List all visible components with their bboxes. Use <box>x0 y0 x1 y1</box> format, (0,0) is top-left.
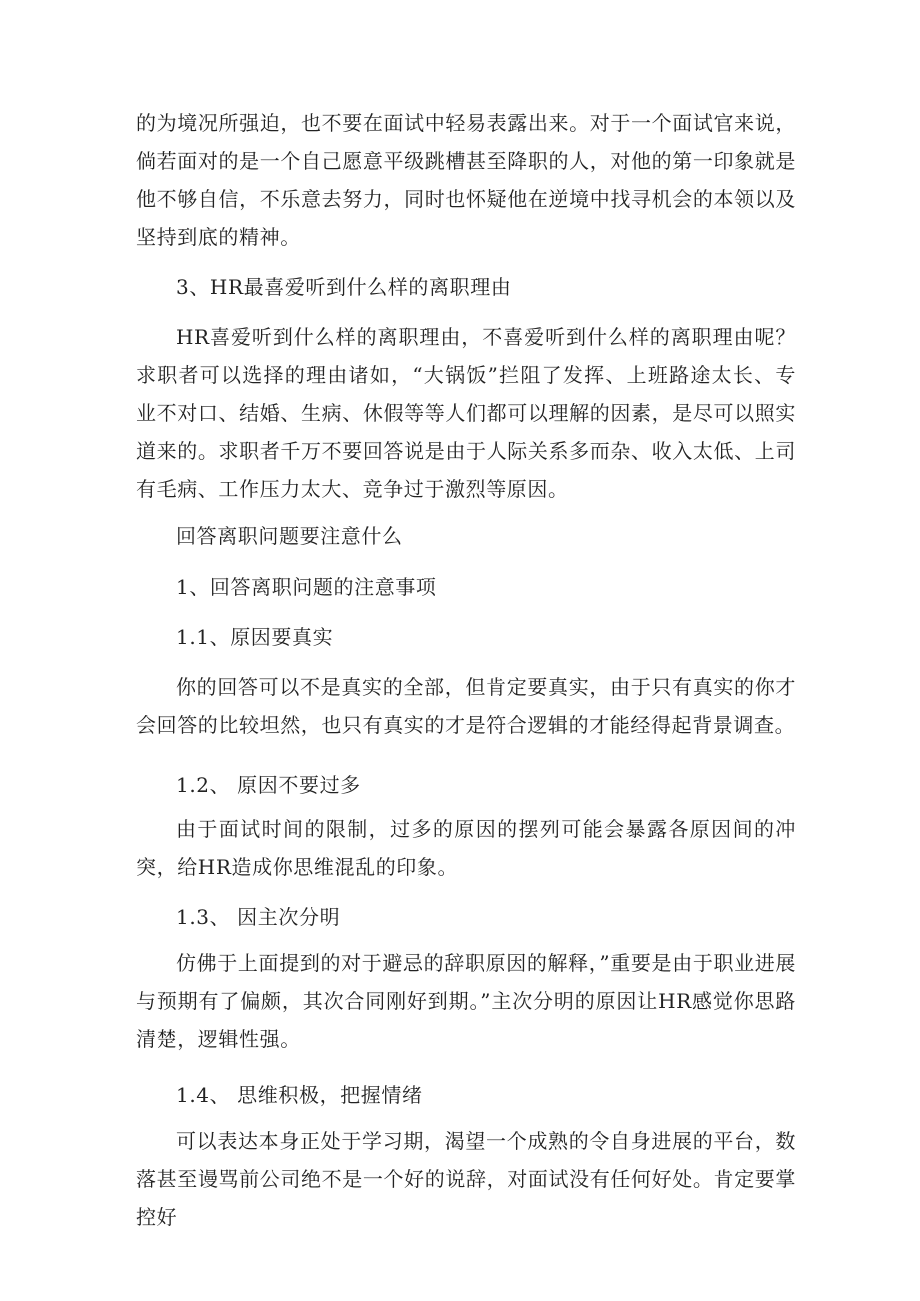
subheading-1-3: 1.3、 因主次分明 <box>176 905 341 929</box>
subheading-1-4: 1.4、 思维积极，把握情绪 <box>176 1083 423 1107</box>
paragraph-1-4: 可以表达本身正处于学习期，渴望一个成熟的令自身进展的平台，数落甚至谩骂前公司绝不是一个好的说辞，对面试没有任何好处。肯定要掌控好 <box>136 1129 796 1229</box>
paragraph-1-2: 由于面试时间的限制，过多的原因的摆列可能会暴露各原因间的冲突，给HR造成你思维混乱的印象。 <box>136 817 796 879</box>
section-heading-attention: 回答离职问题要注意什么 <box>176 524 403 548</box>
paragraph-continuation: 的为境况所强迫，也不要在面试中轻易表露出来。对于一个面试官来说，倘若面对的是一个自己愿意平级跳槽甚至降职的人，对他的第一印象就是他不够自信，不乐意去努力，同时也怀疑他在逆境中找寻机会的本领以及坚持到底的精神。 <box>136 111 796 249</box>
paragraph-1-1: 你的回答可以不是真实的全部，但肯定要真实，由于只有真实的你才会回答的比较坦然，也只有真实的才是符合逻辑的才能经得起背景调查。 <box>136 675 796 737</box>
paragraph-hr-reasons: HR喜爱听到什么样的离职理由，不喜爱听到什么样的离职理由呢？求职者可以选择的理由诸如，“大锅饭”拦阻了发挥、上班路途太长、专业不对口、结婚、生病、休假等等人们都可以理解的因素，是尽可以照实道来的。求职者千万不要回答说是由于人际关系多而杂、收入太低、上司有毛病、工作压力太大、竞争过于激烈等原因。 <box>136 325 796 501</box>
subheading-1-2: 1.2、 原因不要过多 <box>176 773 361 797</box>
section-heading-3: 3、HR最喜爱听到什么样的离职理由 <box>176 275 512 299</box>
subheading-1-1: 1.1、原因要真实 <box>176 625 334 649</box>
paragraph-1-3: 仿佛于上面提到的对于避忌的辞职原因的解释，”重要是由于职业进展与预期有了偏颇，其次合同刚好到期。”主次分明的原因让HR感觉你思路清楚，逻辑性强。 <box>136 951 796 1051</box>
section-heading-1: 1、回答离职问题的注意事项 <box>176 575 437 599</box>
